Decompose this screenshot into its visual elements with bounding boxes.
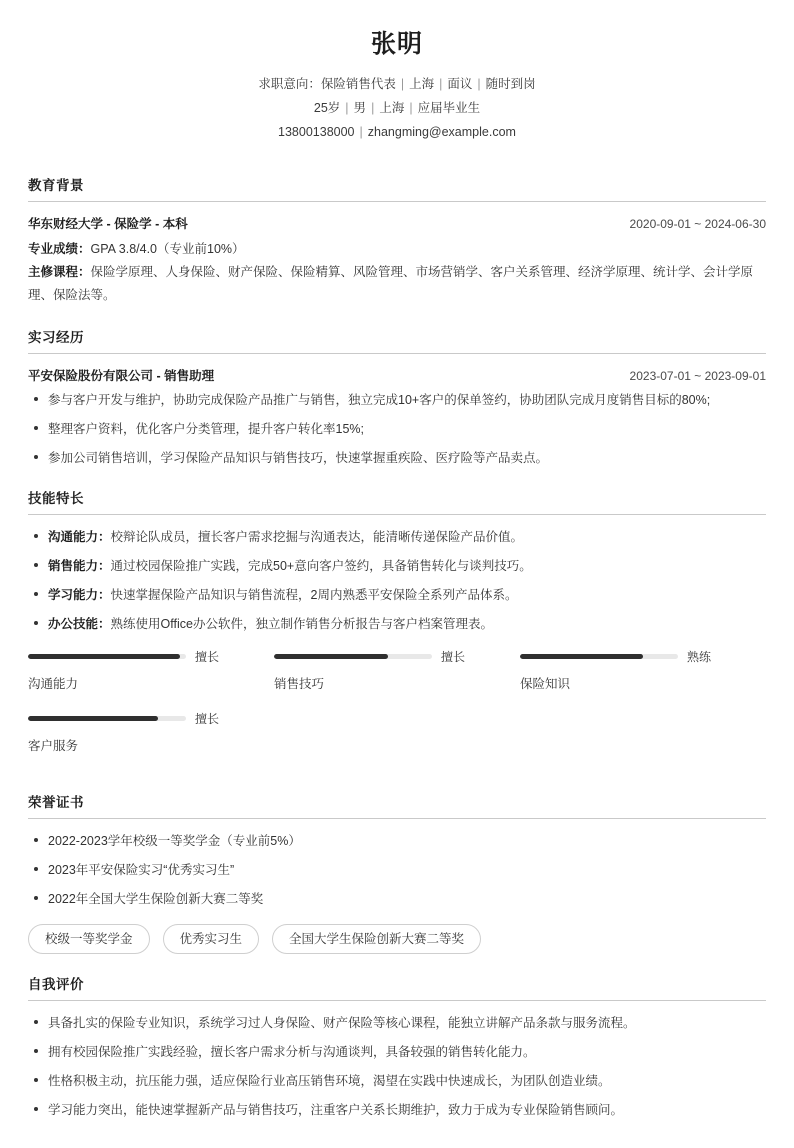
list-item: 拥有校园保险推广实践经验，擅长客户需求分析与沟通谈判，具备较强的销售转化能力。: [28, 1042, 766, 1062]
honor-tag[interactable]: 全国大学生保险创新大赛二等奖: [272, 924, 481, 954]
education-courses-label: 主修课程：: [28, 264, 91, 279]
meta-separator: |: [439, 76, 443, 91]
internship-entry-header: [28, 366, 766, 384]
skill-level-label: 熟练: [686, 650, 711, 664]
skill-progress-track: [28, 716, 186, 721]
list-item: [28, 556, 766, 576]
list-item: 参加公司销售培训，学习保险产品知识与销售技巧，快速掌握重疾险、医疗险等产品卖点。: [28, 448, 766, 468]
personal-location: 上海: [379, 100, 405, 115]
job-objective-prefix: 求职意向：: [258, 76, 321, 91]
list-item: 2023年平安保险实习“优秀实习生”: [28, 860, 766, 880]
section-divider: [28, 514, 766, 515]
skill-name-label: 沟通能力: [28, 677, 79, 691]
skill-level-label: 擅长: [195, 712, 220, 726]
skill-name-label: 销售技巧: [273, 677, 324, 691]
education-courses-value: 保险学原理、人身保险、财产保险、保险精算、风险管理、市场营销学、客户关系管理、经济学原理、统计学、会计学原理、保险法等。: [28, 264, 754, 302]
internship-date-range: 2023-07-01 ~ 2023-09-01: [629, 369, 766, 383]
list-item: 学习能力突出，能快速掌握新产品与销售技巧，注重客户关系长期维护，致力于成为专业保险销售顾问。: [28, 1100, 766, 1120]
personal-age: 25岁: [313, 100, 341, 115]
skill-progress-track: [274, 654, 432, 659]
list-item: 2022-2023学年校级一等奖学金（专业前5%）: [28, 831, 766, 851]
internship-bullet-list: [28, 390, 766, 468]
skill-progress-track: [520, 654, 678, 659]
education-date-range: 2020-09-01 ~ 2024-06-30: [629, 216, 766, 231]
personal-status: 应届毕业生: [417, 100, 481, 115]
internship-company-role: 平安保险股份有限公司 - 销售助理: [28, 369, 215, 383]
section-self-evaluation: [28, 973, 766, 1120]
honors-bullet-list: [28, 831, 766, 909]
education-courses-row: [28, 261, 766, 307]
skill-level-label: 擅长: [440, 650, 465, 664]
section-skills: [28, 487, 766, 772]
job-objective-line: [28, 72, 766, 96]
job-objective-availability: 随时到岗: [485, 76, 536, 91]
skills-bullet-list: [28, 527, 766, 634]
list-item: 性格积极主动，抗压能力强，适应保险行业高压销售环境，渴望在实践中快速成长，为团队创造业绩。: [28, 1071, 766, 1091]
list-item: [28, 585, 766, 605]
job-objective-city: 上海: [409, 76, 435, 91]
meta-separator: |: [359, 125, 363, 140]
education-gpa-label: 专业成绩：: [28, 241, 91, 256]
honor-tag[interactable]: 校级一等奖学金: [28, 924, 150, 954]
personal-info-line: [28, 96, 766, 120]
skill-label: 沟通能力：: [48, 530, 111, 544]
skill-progress-track: [28, 654, 186, 659]
list-item: [28, 527, 766, 547]
skill-level-label: 擅长: [195, 650, 220, 664]
education-school-major: 华东财经大学 - 保险学 - 本科: [28, 216, 188, 231]
skill-label: 办公技能：: [48, 617, 111, 631]
skill-progress-fill: [274, 654, 388, 659]
section-title-honors: 荣誉证书: [28, 795, 84, 810]
skill-bar-row: [28, 648, 248, 665]
education-entry-header: [28, 214, 766, 232]
section-honors: [28, 791, 766, 954]
candidate-name: 张明: [370, 30, 423, 58]
meta-separator: |: [371, 100, 375, 115]
resume-header: [28, 22, 766, 155]
section-title-internship: 实习经历: [28, 330, 84, 345]
job-objective-salary: 面议: [447, 76, 473, 91]
skill-text: 熟练使用Office办公软件，独立制作销售分析报告与客户档案管理表。: [110, 617, 493, 631]
skill-name-label: 客户服务: [28, 739, 79, 753]
skill-text: 快速掌握保险产品知识与销售流程，2周内熟悉平安保险全系列产品体系。: [110, 588, 518, 602]
section-title-self-evaluation: 自我评价: [28, 977, 84, 993]
job-objective-position: 保险销售代表: [320, 76, 396, 91]
section-divider: [28, 353, 766, 354]
skill-progress-fill: [28, 716, 158, 721]
skill-progress-fill: [28, 654, 180, 659]
skill-label: 销售能力：: [48, 559, 111, 573]
list-item: 2022年全国大学生保险创新大赛二等奖: [28, 889, 766, 909]
skill-bar-row: [274, 648, 494, 665]
skill-text: 通过校园保险推广实践，完成50+意向客户签约，具备销售转化与谈判技巧。: [110, 559, 532, 573]
list-item: 整理客户资料，优化客户分类管理，提升客户转化率15%;: [28, 419, 766, 439]
contact-info-line: [28, 120, 766, 144]
education-gpa-row: [28, 238, 766, 261]
skill-text: 校辩论队成员，擅长客户需求挖掘与沟通表达，能清晰传递保险产品价值。: [110, 530, 524, 544]
section-internship: [28, 326, 766, 468]
skill-bar-item: [28, 710, 274, 754]
section-title-skills: 技能特长: [28, 491, 84, 506]
honors-tag-row: [28, 924, 766, 954]
meta-separator: |: [409, 100, 413, 115]
contact-phone[interactable]: 13800138000: [278, 125, 355, 140]
section-education: [28, 174, 766, 307]
contact-email[interactable]: zhangming@example.com: [367, 125, 516, 140]
skill-label: 学习能力：: [48, 588, 111, 602]
skill-bar-item: [274, 648, 520, 692]
honor-tag[interactable]: 优秀实习生: [163, 924, 260, 954]
skill-bar-grid: [28, 648, 766, 772]
list-item: [28, 614, 766, 634]
skill-progress-fill: [520, 654, 643, 659]
section-title-education: 教育背景: [28, 177, 84, 193]
section-divider: [28, 818, 766, 819]
skill-bar-item: [28, 648, 274, 692]
meta-separator: |: [345, 100, 349, 115]
skill-bar-row: [520, 648, 740, 665]
list-item: 具备扎实的保险专业知识，系统学习过人身保险、财产保险等核心课程，能独立讲解产品条款与服务流程。: [28, 1013, 766, 1033]
meta-separator: |: [477, 76, 481, 91]
section-divider: [28, 1000, 766, 1001]
list-item: 参与客户开发与维护，协助完成保险产品推广与销售，独立完成10+客户的保单签约，协助团队完成月度销售目标的80%;: [28, 390, 766, 410]
self-evaluation-bullet-list: [28, 1013, 766, 1120]
skill-bar-row: [28, 710, 248, 727]
personal-gender: 男: [353, 100, 367, 115]
section-divider: [28, 201, 766, 202]
skill-name-label: 保险知识: [519, 677, 570, 691]
meta-separator: |: [400, 76, 405, 91]
skill-bar-item: [520, 648, 766, 692]
education-gpa-value: GPA 3.8/4.0（专业前10%）: [90, 241, 245, 256]
